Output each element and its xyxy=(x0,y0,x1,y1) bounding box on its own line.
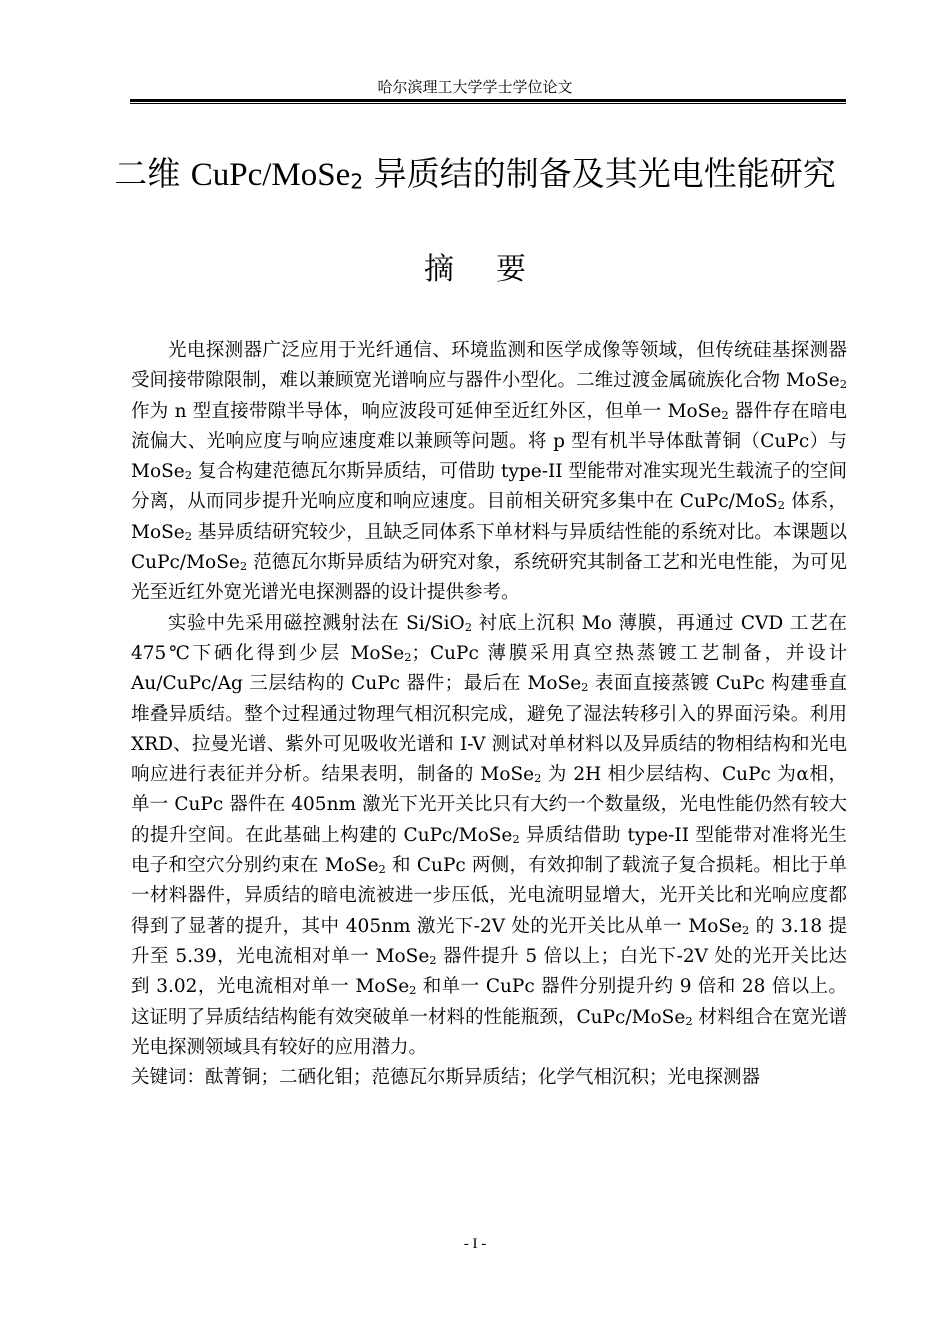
p2-text: ；CuPc 薄膜采用真空热蒸镀工艺制备，并设计 Au/CuPc/Ag 三层结构的 CuPc 器件；最后在 MoSe xyxy=(131,642,847,695)
title-part-2: 异质结的制备及其光电性能研究 xyxy=(363,154,836,193)
p2-text: 和 CuPc 两侧，有效抑制了载流子复合损耗。相比于单一材料器件，异质结的暗电流被进一步压低，光电流明显增大，光开关比和光响应度都得到了显著的提升，其中 405nm 激光下-2V 处的光开关比从单一 MoSe xyxy=(131,855,847,937)
thesis-title xyxy=(0,150,950,199)
p2-subscript: 2 xyxy=(581,680,589,695)
p1-text: 复合构建范德瓦尔斯异质结，可借助 type-II 型能带对准实现光生载流子的空间分离，从而同步提升光响应度和响应速度。目前相关研究多集中在 CuPc/MoS xyxy=(131,461,847,513)
title-formula: CuPc/MoSe xyxy=(190,157,351,193)
p1-subscript: 2 xyxy=(239,559,248,574)
p2-subscript: 2 xyxy=(685,1013,693,1028)
abstract-paragraph-2 xyxy=(131,609,847,1063)
p2-text: 实验中先采用磁控溅射法在 Si/SiO xyxy=(168,612,465,634)
title-part-1: 二维 xyxy=(114,154,191,193)
p1-subscript: 2 xyxy=(721,407,729,422)
abstract-heading: 摘要 xyxy=(424,252,568,287)
p2-subscript: 2 xyxy=(742,922,750,937)
p2-text: 和单一 CuPc 器件分别提升约 9 倍和 28 倍以上。这证明了异质结结构能有效突破单一材料的性能瓶颈，CuPc/MoSe xyxy=(131,976,848,1028)
p1-text: 光电探测器广泛应用于光纤通信、环境监测和医学成像等领域，但传统硅基探测器受间接带隙限制，难以兼顾宽光谱响应与器件小型化。二维过渡金属硫族化合物 MoSe xyxy=(131,340,847,392)
p2-text: 表面直接蒸镀 CuPc 构建垂直堆叠异质结。整个过程通过物理气相沉积完成，避免了湿法转移引入的界面污染。利用 XRD、拉曼光谱、紫外可见吸收光谱和 I-V 测试对单材料以及异质结的物相结构和光电响应进行表征并分析。结果表明，制备的 MoSe xyxy=(131,673,847,786)
running-header: 哈尔滨理工大学学士学位论文 xyxy=(377,78,573,96)
abstract-paragraph-1 xyxy=(131,336,847,609)
p2-subscript: 2 xyxy=(404,650,412,665)
page-number: - I - xyxy=(463,1236,487,1252)
p2-text: 材料组合在宽光谱光电探测领域具有较好的应用潜力。 xyxy=(131,1006,847,1058)
p1-subscript: 2 xyxy=(777,498,785,513)
header-rule xyxy=(130,99,846,104)
p1-text: 体系，MoSe xyxy=(131,491,847,543)
p2-text: 衬底上沉积 Mo 薄膜，再通过 CVD 工艺在 475℃下硒化得到少层 MoSe xyxy=(131,612,847,664)
p1-text: 作为 n 型直接带隙半导体，响应波段可延伸至近红外区，但单一 MoSe xyxy=(131,400,722,422)
p2-subscript: 2 xyxy=(378,862,386,877)
p1-subscript: 2 xyxy=(839,377,847,392)
p2-subscript: 2 xyxy=(409,983,417,998)
keywords-text: 酞菁铜；二硒化钼；范德瓦尔斯异质结；化学气相沉积；光电探测器 xyxy=(205,1067,761,1089)
abstract-body xyxy=(131,336,847,1093)
p2-text: 的 3.18 提升至 5.39，光电流相对单一 MoSe xyxy=(131,915,847,967)
p1-text: 器件存在暗电流偏大、光响应度与响应速度难以兼顾等问题。将 p 型有机半导体酞菁铜（CuPc）与 MoSe xyxy=(131,400,847,483)
keywords-label: 关键词： xyxy=(131,1067,206,1089)
p1-text: 范德瓦尔斯异质结为研究对象，系统研究其制备工艺和光电性能，为可见光至近红外宽光谱光电探测器的设计提供参考。 xyxy=(131,552,847,604)
title-subscript: 2 xyxy=(350,169,364,194)
keywords-line xyxy=(131,1063,847,1093)
p1-subscript: 2 xyxy=(184,468,192,483)
p2-text: 器件提升 5 倍以上；白光下-2V 处的光开关比达到 3.02，光电流相对单一 MoSe xyxy=(131,945,847,998)
p2-subscript: 2 xyxy=(534,771,542,786)
p2-subscript: 2 xyxy=(429,953,437,967)
p2-text: 异质结借助 type-II 型能带对准将光生电子和空穴分别约束在 MoSe xyxy=(131,824,847,877)
p1-subscript: 2 xyxy=(184,528,192,543)
p2-subscript: 2 xyxy=(464,619,472,634)
p2-subscript: 2 xyxy=(512,831,520,846)
p2-text: 为 2H 相少层结构、CuPc 为α相，单一 CuPc 器件在 405nm 激光下光开关比只有大约一个数量级，光电性能仍然有较大的提升空间。在此基础上构建的 CuPc/MoSe xyxy=(131,764,847,846)
p1-text: 基异质结研究较少，且缺乏同体系下单材料与异质结性能的系统对比。本课题以 CuPc/MoSe xyxy=(131,521,847,574)
